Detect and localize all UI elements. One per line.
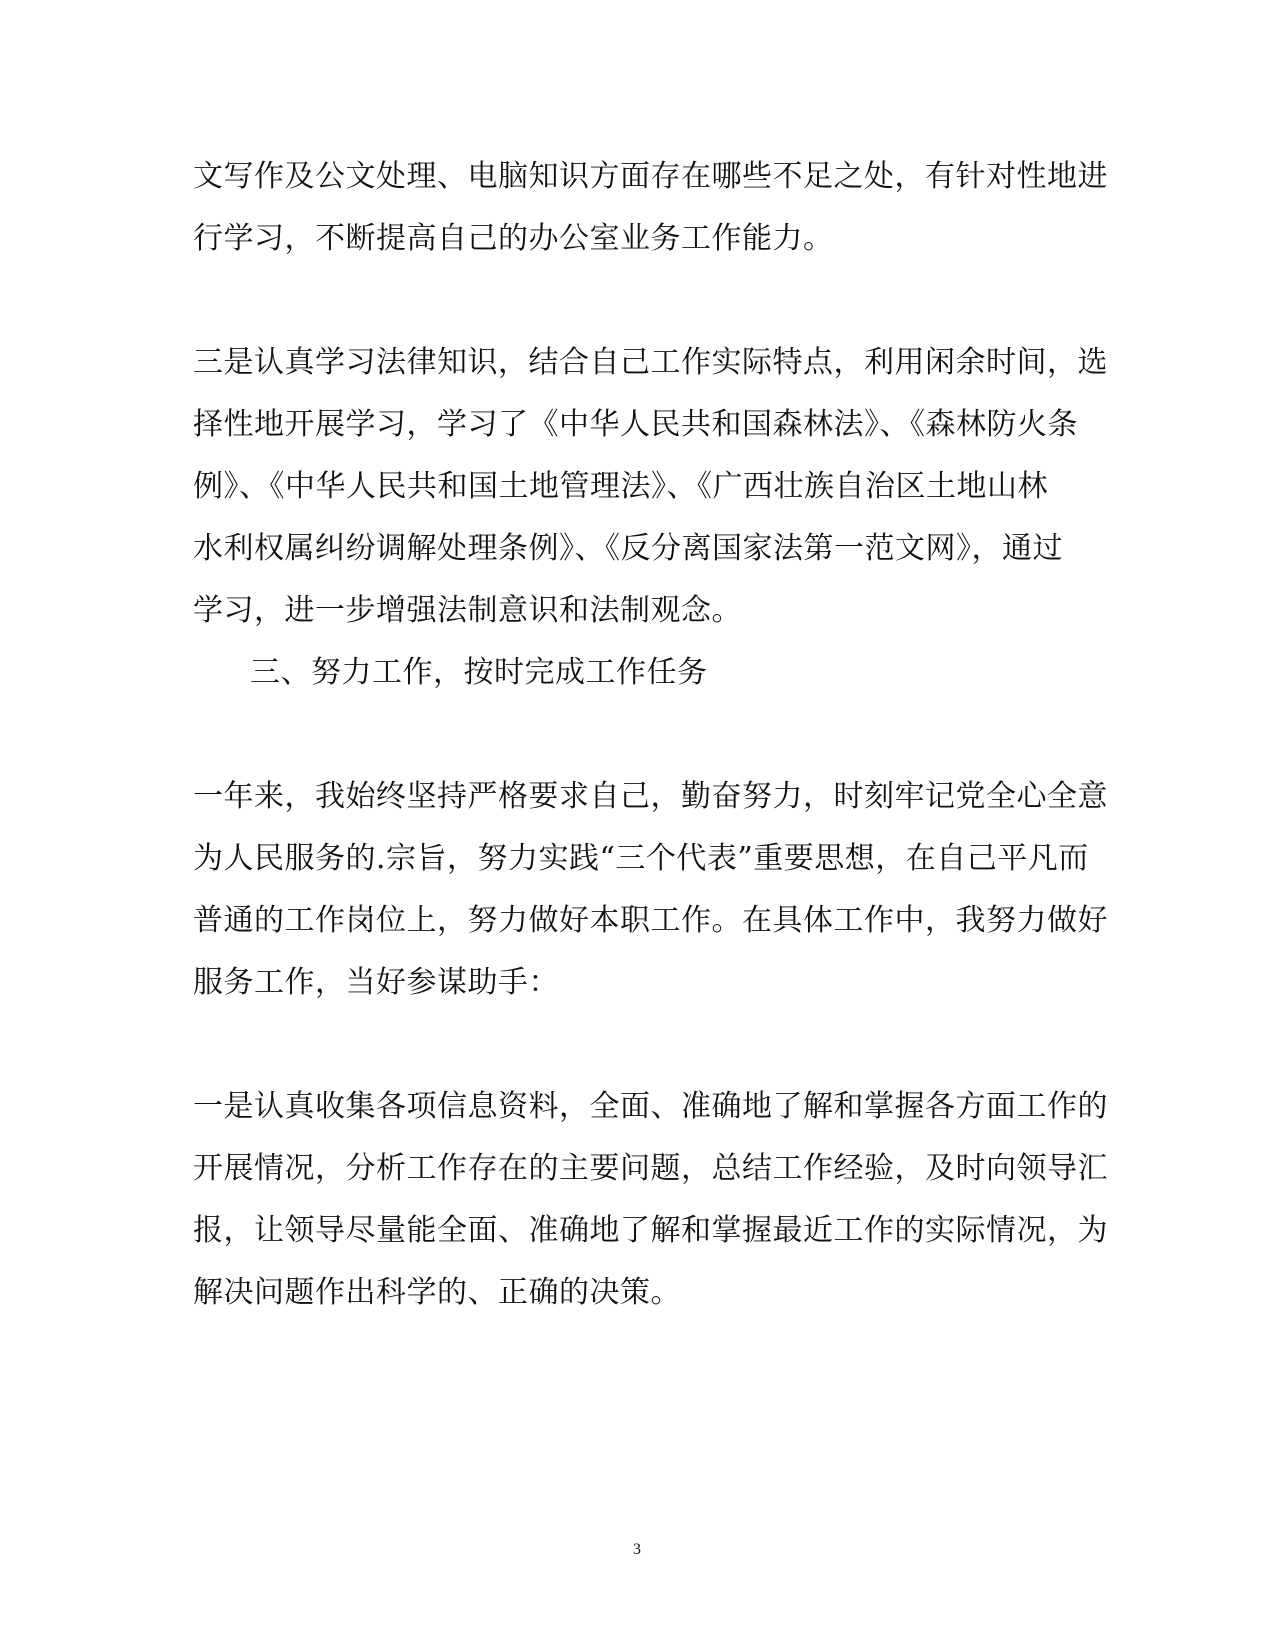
page-number: 3 <box>633 1541 641 1558</box>
paragraph-2-line-5: 学习，进一步增强法制意识和法制观念。 <box>193 593 742 628</box>
paragraph-2-line-4: 水利权属纠纷调解处理条例》、《反分离国家法第一范文网》，通过 <box>193 531 1063 566</box>
paragraph-3-line-1: 一年来，我始终坚持严格要求自己，勤奋努力，时刻牢记党全心全意 <box>193 779 1108 814</box>
paragraph-2-line-1: 三是认真学习法律知识，结合自己工作实际特点，利用闲余时间，选 <box>193 345 1108 380</box>
paragraph-3-line-3: 普通的工作岗位上，努力做好本职工作。在具体工作中，我努力做好 <box>193 903 1108 938</box>
paragraph-3-line-2: 为人民服务的.宗旨，努力实践“三个代表”重要思想，在自己平凡而 <box>193 841 1089 876</box>
paragraph-2-line-2: 择性地开展学习，学习了《中华人民共和国森林法》、《森林防火条 <box>193 407 1078 442</box>
paragraph-3-line-4: 服务工作，当好参谋助手： <box>193 965 559 1000</box>
paragraph-1-line-1: 文写作及公文处理、电脑知识方面存在哪些不足之处，有针对性地进 <box>193 159 1108 194</box>
paragraph-2-line-3: 例》、《中华人民共和国土地管理法》、《广西壮族自治区土地山林 <box>193 469 1048 504</box>
section-heading: 三、努力工作，按时完成工作任务 <box>250 655 708 690</box>
paragraph-4-line-4: 解决问题作出科学的、正确的决策。 <box>193 1275 681 1310</box>
paragraph-4-line-2: 开展情况，分析工作存在的主要问题，总结工作经验，及时向领导汇 <box>193 1151 1108 1186</box>
paragraph-4-line-3: 报，让领导尽量能全面、准确地了解和掌握最近工作的实际情况，为 <box>193 1213 1108 1248</box>
paragraph-4-line-1: 一是认真收集各项信息资料，全面、准确地了解和掌握各方面工作的 <box>193 1089 1108 1124</box>
paragraph-1-line-2: 行学习，不断提高自己的办公室业务工作能力。 <box>193 221 834 256</box>
